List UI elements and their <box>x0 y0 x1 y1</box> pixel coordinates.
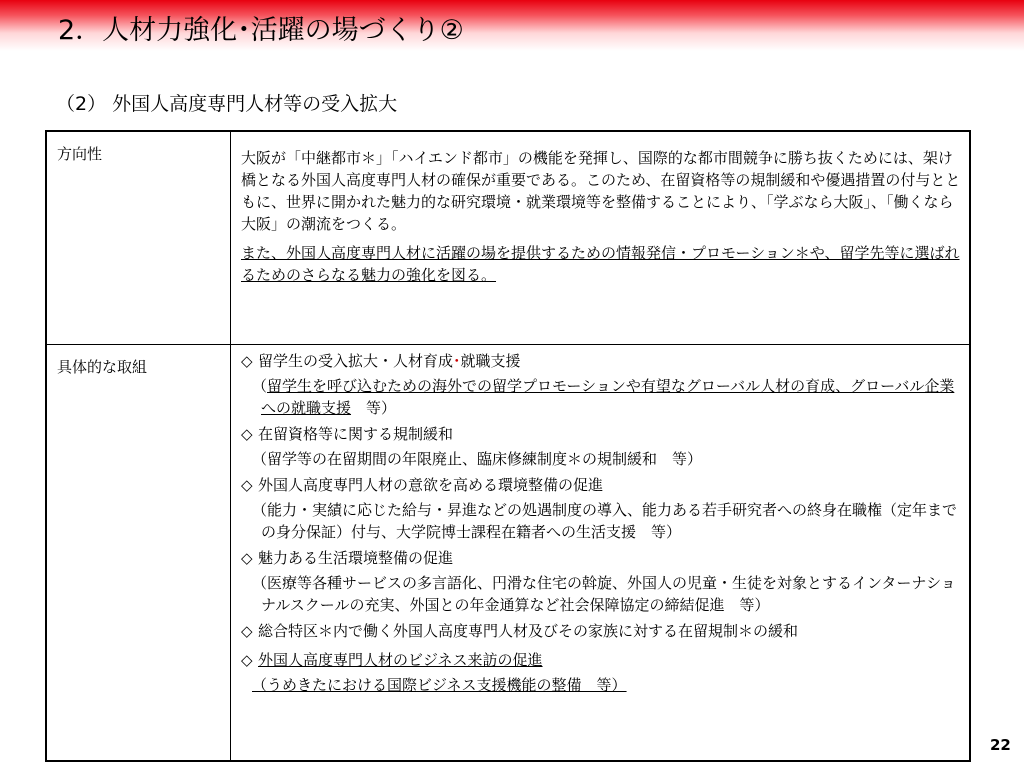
measure-item-detail <box>241 375 965 419</box>
measure-item-heading <box>241 475 965 495</box>
measures-content <box>231 344 971 761</box>
measures-label: 具体的な取組 <box>46 344 231 761</box>
measure-detail-text: 等） <box>351 398 397 417</box>
diamond-icon: ◇ <box>241 650 253 669</box>
measure-item-detail: （うめきたにおける国際ビジネス支援機能の整備 等） <box>252 675 627 694</box>
diamond-icon: ◇ <box>241 621 253 640</box>
diamond-icon: ◇ <box>241 548 253 567</box>
measure-heading-text: 魅力ある生活環境整備の促進 <box>258 548 454 567</box>
policy-table <box>45 130 971 762</box>
direction-row <box>46 131 970 344</box>
measure-item-heading <box>241 548 965 568</box>
measures-row <box>46 344 970 761</box>
measure-heading-text: 総合特区＊内で働く外国人高度専門人材及びその家族に対する在留規制＊の緩和 <box>258 621 799 640</box>
open-paren: （ <box>252 376 268 395</box>
measure-item-heading <box>241 424 965 444</box>
measure-item-detail: （医療等各種サービスの多言語化、円滑な住宅の斡旋、外国人の児童・生徒を対象とするインターナショナルスクールの充実、外国との年金通算など社会保障協定の締結促進 等） <box>252 573 956 614</box>
measure-item-heading <box>241 351 965 371</box>
measure-heading-text: 留学生の受入拡大・人材育成 <box>258 351 454 370</box>
measure-heading-dot: ･ <box>453 351 461 370</box>
measure-item-heading <box>241 650 965 670</box>
page-number: 22 <box>990 736 1011 754</box>
measure-item-detail: （留学等の在留期間の年限廃止、臨床修練制度＊の規制緩和 等） <box>252 449 703 468</box>
direction-paragraph-underlined: また、外国人高度専門人材に活躍の場を提供するための情報発信・プロモーション＊や、留学先等に選ばれるためのさらなる魅力の強化を図る。 <box>241 244 960 284</box>
measure-item-heading <box>241 621 965 641</box>
direction-paragraph: 大阪が「中継都市＊」「ハイエンド都市」の機能を発揮し、国際的な都市間競争に勝ち抜くためには、架け橋となる外国人高度専門人材の確保が重要である。このため、在留資格等の規制緩和や優遇措置の付与とともに、世界に開かれた魅力的な研究環境・就業環境等を整備することにより、「学ぶなら大阪」、「働くなら大阪」の潮流をつくる。 <box>241 149 961 233</box>
section-title: （2） 外国人高度専門人材等の受入拡大 <box>56 93 398 115</box>
diamond-icon: ◇ <box>241 424 253 443</box>
direction-label: 方向性 <box>46 131 231 344</box>
measure-heading-text: 外国人高度専門人材の意欲を高める環境整備の促進 <box>258 475 604 494</box>
measure-heading-text: 外国人高度専門人材のビジネス来訪の促進 <box>258 650 543 669</box>
diamond-icon: ◇ <box>241 351 253 370</box>
direction-content <box>231 131 971 344</box>
measure-detail-underlined: 留学生を呼び込むための海外での留学プロモーションや有望なグローバル人材の育成、グローバル企業への就職支援 <box>261 376 955 417</box>
page-title: 2．人材力強化･活躍の場づくり② <box>58 15 464 46</box>
measure-heading-text: 就職支援 <box>460 351 521 370</box>
measure-item-detail: （能力・実績に応じた給与・昇進などの処遇制度の導入、能力ある若手研究者への終身在職権（定年までの身分保証）付与、大学院博士課程在籍者への生活支援 等） <box>252 500 958 541</box>
diamond-icon: ◇ <box>241 475 253 494</box>
measure-heading-text: 在留資格等に関する規制緩和 <box>258 424 454 443</box>
